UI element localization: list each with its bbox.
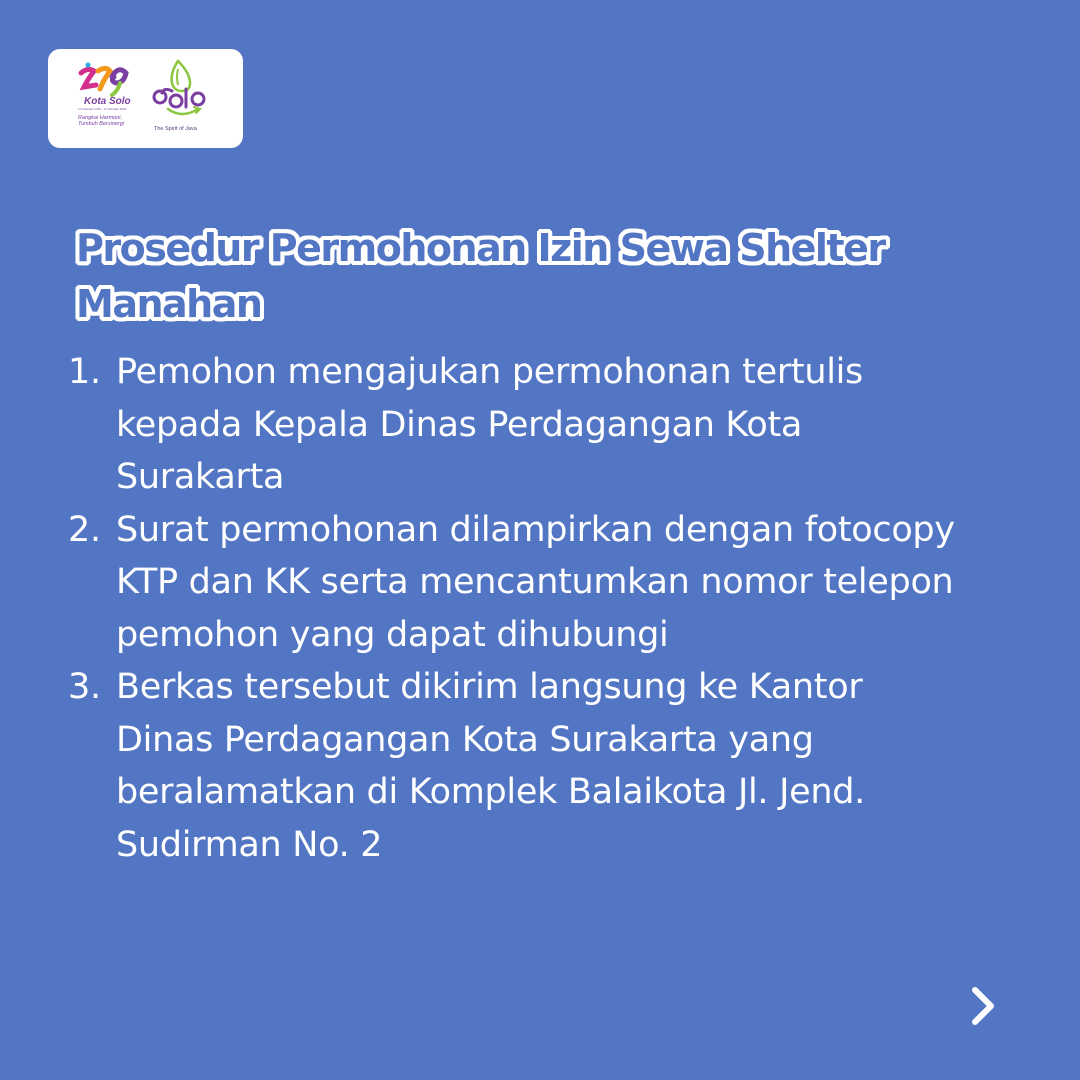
- list-item: [68, 504, 968, 662]
- logo-event-dates: 17 Februari 1745 - 17 Februari 2024: [78, 107, 127, 111]
- next-slide-button[interactable]: [958, 980, 1010, 1032]
- step-number: 3.: [68, 667, 101, 707]
- hut-kota-solo-logo: [78, 63, 131, 128]
- logos: [48, 49, 243, 148]
- list-item: [68, 661, 968, 871]
- logo-event-name: Kota Solo: [84, 96, 131, 107]
- solo-spirit-of-java-logo: [154, 61, 204, 132]
- procedure-list: [68, 346, 968, 871]
- logo-tagline-1: Rangkai Harmoni,: [78, 115, 123, 121]
- step-number: 2.: [68, 509, 101, 550]
- logo-tagline-2: Tumbuh Bersinergi: [78, 121, 125, 127]
- list-item: [68, 346, 968, 504]
- page-title: Prosedur Permohonan Izin Sewa Shelter Manahan: [76, 226, 885, 326]
- step-text: Surat permohonan dilampirkan dengan fotocopy KTP dan KK serta mencantumkan nomor telepon pemohon yang dapat dihubungi: [116, 509, 955, 655]
- logo-slogan: The Spirit of Java: [154, 126, 197, 132]
- chevron-right-icon: [958, 980, 1010, 1032]
- step-text: Pemohon mengajukan permohonan tertulis kepada Kepala Dinas Perdagangan Kota Surakarta: [116, 352, 863, 497]
- logo-card: [48, 49, 243, 148]
- step-text: Berkas tersebut dikirim langsung ke Kantor Dinas Perdagangan Kota Surakarta yang beralamatkan di Komplek Balaikota Jl. Jend. Sudirman No. 2: [116, 667, 865, 865]
- step-number: 1.: [68, 352, 101, 392]
